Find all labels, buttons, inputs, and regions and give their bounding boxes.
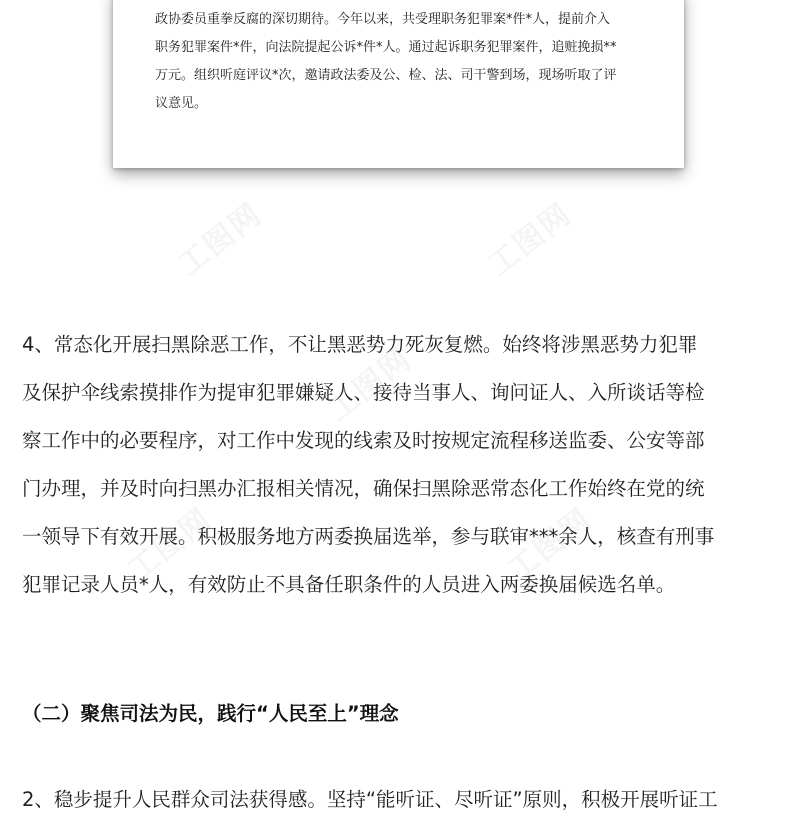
watermark: 工图网	[481, 196, 579, 284]
watermark: 工图网	[121, 501, 219, 589]
watermark: 工图网	[171, 196, 269, 284]
paragraph-line: 2、稳步提升人民群众司法获得感。坚持“能听证、尽听证”原则，积极开展听证工	[22, 788, 718, 811]
card-text	[155, 6, 655, 118]
paragraph-line: 一领导下有效开展。积极服务地方两委换届选举，参与联审***余人，核查有刑事	[22, 525, 715, 548]
document-preview-card	[113, 0, 684, 168]
paragraph-line: 门办理，并及时向扫黑办汇报相关情况，确保扫黑除恶常态化工作始终在党的统	[22, 477, 705, 500]
paragraph-line: 犯罪记录人员*人，有效防止不具备任职条件的人员进入两委换届候选名单。	[22, 573, 676, 596]
watermark: 工图网	[321, 341, 419, 429]
paragraph-4	[22, 321, 792, 609]
card-text-line: 议意见。	[155, 96, 208, 111]
paragraph-line: 4、常态化开展扫黑除恶工作，不让黑恶势力死灰复燃。始终将涉黑恶势力犯罪	[22, 333, 698, 356]
paragraph-line: 察工作中的必要程序，对工作中发现的线索及时按规定流程移送监委、公安等部	[22, 429, 705, 452]
watermark: 工图网	[501, 501, 599, 589]
card-text-line: 职务犯罪案件*件，向法院提起公诉*件*人。通过起诉职务犯罪案件，追赃挽损**	[155, 40, 617, 55]
card-text-line: 政协委员重拳反腐的深切期待。今年以来，共受理职务犯罪案*件*人，提前介入	[155, 12, 611, 27]
card-text-line: 万元。组织听庭评议*次，邀请政法委及公、检、法、司干警到场，现场听取了评	[155, 68, 617, 83]
paragraph-line: 及保护伞线索摸排作为提审犯罪嫌疑人、接待当事人、询问证人、入所谈话等检	[22, 381, 705, 404]
section-heading: （二）聚焦司法为民，践行“人民至上”理念	[22, 702, 399, 725]
